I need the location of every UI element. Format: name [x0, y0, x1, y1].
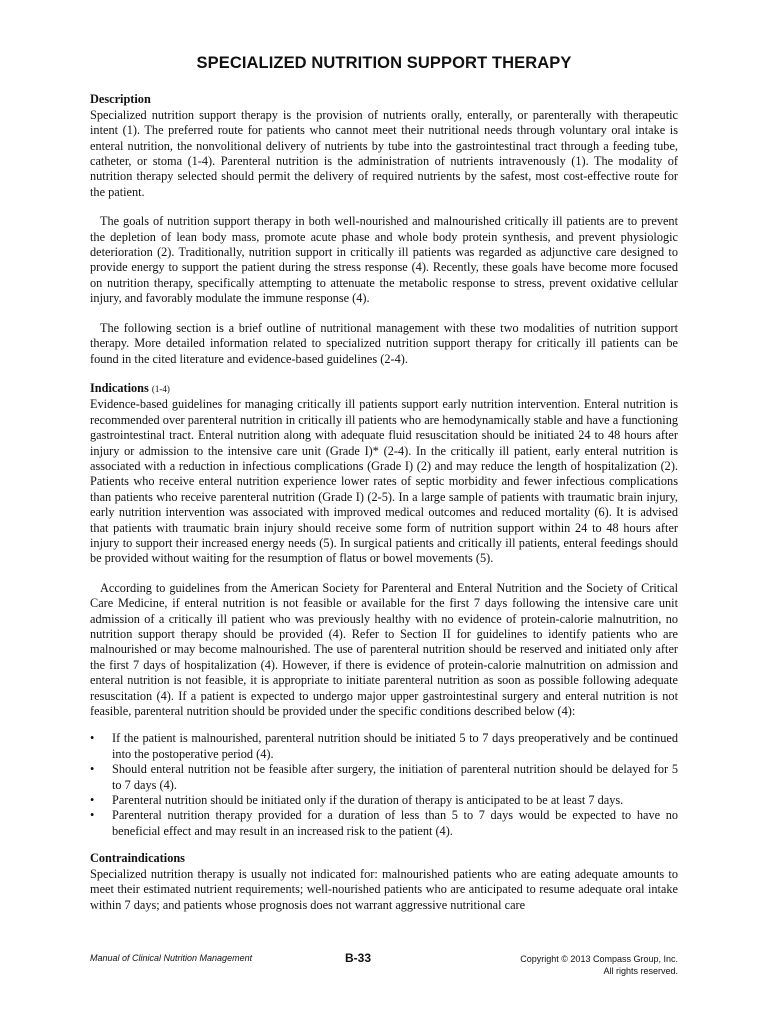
- bullet-symbol: •: [90, 808, 95, 823]
- footer-rights-line: All rights reserved.: [603, 966, 678, 976]
- indications-paragraph-2: According to guidelines from the American Society for Parenteral and Enteral Nutrition and the Society of Critical Care Medicine, if enteral nutrition is not feasible or available for the first 7 days following the intensive care unit admission of a critically ill patient who was previously healthy with no evidence of protein-calorie malnutrition, no nutrition support therapy should be provided (4). Refer to Section II for guidelines to identify patients who are malnourished or may become malnourished. The use of parenteral nutrition should be reserved and initiated only after the first 7 days of hospitalization (4). However, if there is evidence of protein-calorie malnutrition on admission and enteral nutrition is not feasible, it is appropriate to initiate parenteral nutrition as soon as possible following adequate resuscitation (4). If a patient is expected to undergo major upper gastrointestinal surgery and enteral nutrition is not feasible, parenteral nutrition should be provided under the specific conditions described below (4):: [90, 580, 678, 719]
- footer-page-number: B-33: [345, 951, 372, 965]
- bullet-item: [90, 793, 678, 808]
- description-paragraph-2: The goals of nutrition support therapy in both well-nourished and malnourished critically ill patients are to prevent the depletion of lean body mass, promote acute phase and whole body protein synthesis, and prevent physiologic deterioration (2). Traditionally, nutrition support in critically ill patients was regarded as adjunctive care designed to provide energy to support the patient during the stress response (4). Recently, these goals have become more focused on nutrition therapy, specifically attempting to attenuate the metabolic response to stress, prevent oxidative cellular injury, and favorably modulate the immune response (4).: [90, 214, 678, 306]
- document-page: [90, 50, 678, 913]
- indications-heading-ref: (1-4): [151, 383, 170, 394]
- contraindications-paragraph-1: Specialized nutrition therapy is usually not indicated for: malnourished patients who are eating adequate amounts to meet their estimated nutrient requirements; well-nourished patients who are anticipated to resume adequate oral intake within 7 days; and patients whose prognosis does not warrant aggressive nutritional care: [90, 866, 678, 912]
- bullet-symbol: •: [90, 762, 95, 777]
- bullet-text: Should enteral nutrition not be feasible after surgery, the initiation of parenteral nutrition should be delayed for 5 to 7 days (4).: [112, 762, 678, 792]
- bullet-text: If the patient is malnourished, parenteral nutrition should be initiated 5 to 7 days preoperatively and be continued into the postoperative period (4).: [112, 731, 678, 761]
- description-paragraph-1: Specialized nutrition support therapy is the provision of nutrients orally, enterally, or parenterally with therapeutic intent (1). The preferred route for patients who cannot meet their nutritional needs through voluntary oral intake is enteral nutrition, the nonvolitional delivery of nutrients by tube into the gastrointestinal tract through a feeding tube, catheter, or stoma (1-4). Parenteral nutrition is the administration of nutrients intravenously (1). The modality of nutrition therapy selected should permit the delivery of required nutrients by the safest, most cost-effective route for the patient.: [90, 107, 678, 199]
- footer-manual-title: Manual of Clinical Nutrition Management: [90, 953, 253, 963]
- section-heading-contraindications: Contraindications: [90, 851, 185, 866]
- description-paragraph-3: The following section is a brief outline of nutritional management with these two modalities of nutrition support therapy. More detailed information related to specialized nutrition support therapy for critically ill patients can be found in the cited literature and evidence-based guidelines (2-4).: [90, 320, 678, 366]
- bullet-text: Parenteral nutrition therapy provided for a duration of less than 5 to 7 days would be expected to have no beneficial effect and may result in an increased risk to the patient (4).: [112, 808, 678, 838]
- footer-copyright-line: Copyright © 2013 Compass Group, Inc.: [520, 954, 678, 964]
- section-heading-indications: [90, 381, 678, 397]
- indications-paragraph-1: Evidence-based guidelines for managing critically ill patients support early nutrition intervention. Enteral nutrition is recommended over parenteral nutrition in critically ill patients who are hemodynamically stable and have a functioning gastrointestinal tract. Enteral nutrition along with adequate fluid resuscitation should be initiated 24 to 48 hours after injury or admission to the intensive care unit (Grade I)* (2-4). In the critically ill patient, early enteral nutrition is associated with a reduction in infectious complications (Grade I) (2) and may reduce the length of hospitalization (2). Patients who receive enteral nutrition experience lower rates of septic morbidity and fewer infectious complications than patients who receive parenteral nutrition (Grade I) (2-5). In a large sample of patients with traumatic brain injury, early nutrition intervention was associated with improved medical outcomes and reduced mortality (6). It is advised that patients with traumatic brain injury should receive some form of nutrition support within 24 to 48 hours after injury to support their increased energy needs (5). In surgical patients and critically ill patients, enteral feedings should be provided without waiting for the resumption of flatus or bowel movements (5).: [90, 397, 678, 566]
- page-title: SPECIALIZED NUTRITION SUPPORT THERAPY: [196, 54, 572, 72]
- indications-heading-text: Indications: [90, 380, 149, 395]
- bullet-symbol: •: [90, 731, 95, 746]
- bullet-item: [90, 731, 678, 762]
- section-heading-description: Description: [90, 92, 151, 107]
- indications-bullet-list: [90, 731, 678, 839]
- bullet-symbol: •: [90, 793, 95, 808]
- bullet-item: [90, 808, 678, 839]
- bullet-item: [90, 762, 678, 793]
- footer-copyright: [520, 953, 678, 977]
- page-footer: [90, 953, 678, 983]
- bullet-text: Parenteral nutrition should be initiated only if the duration of therapy is anticipated to be at least 7 days.: [112, 793, 624, 808]
